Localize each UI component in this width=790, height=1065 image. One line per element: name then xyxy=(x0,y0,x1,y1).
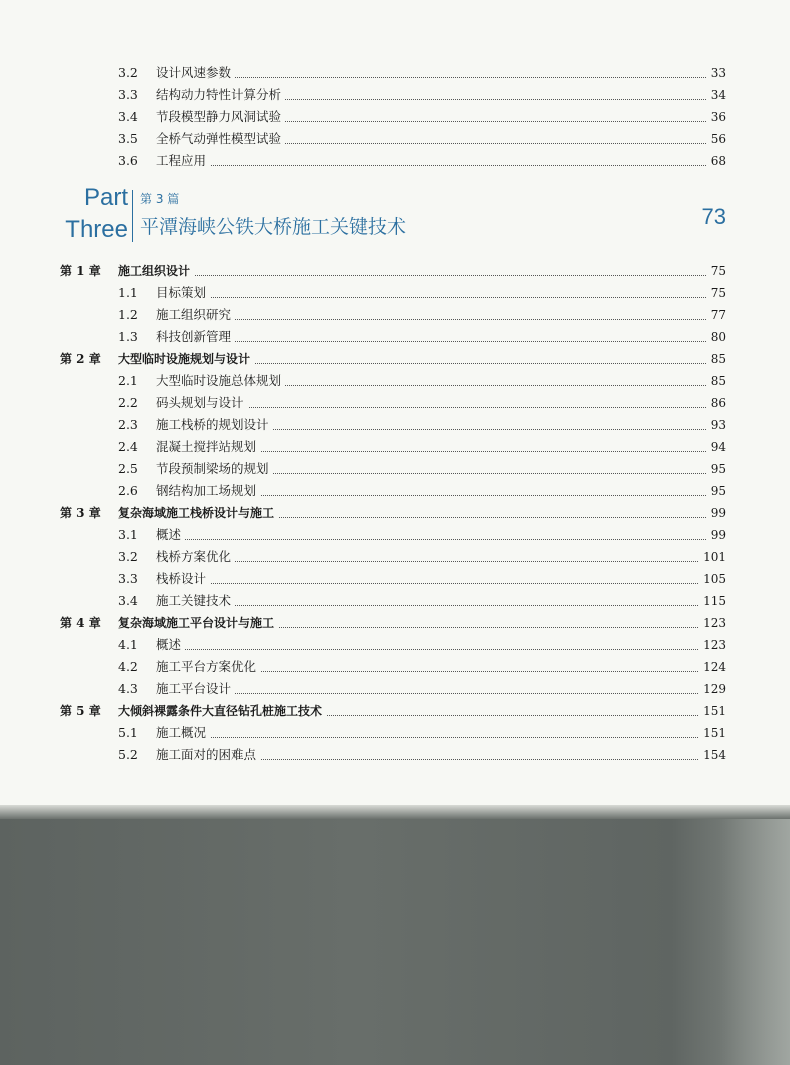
section-number: 3.4 xyxy=(118,109,138,124)
page-number: 101 xyxy=(699,546,726,568)
section-title: 施工平台方案优化 xyxy=(156,659,257,674)
chapter-title: 大型临时设施规划与设计 xyxy=(118,352,254,366)
page-number: 85 xyxy=(707,348,726,370)
chapter-number: 第 5 章 xyxy=(60,704,101,718)
section-title: 施工面对的困难点 xyxy=(156,747,257,762)
section-number: 2.6 xyxy=(118,483,138,498)
section-entry[interactable] xyxy=(118,414,726,436)
section-title: 施工平台设计 xyxy=(156,681,232,696)
dot-leader xyxy=(118,649,726,650)
section-title: 栈桥设计 xyxy=(156,571,207,586)
section-number: 3.4 xyxy=(118,593,138,608)
part-title: 平潭海峡公铁大桥施工关键技术 xyxy=(140,216,407,238)
section-title: 栈桥方案优化 xyxy=(156,549,232,564)
section-number: 2.4 xyxy=(118,439,138,454)
section-title: 施工栈桥的规划设计 xyxy=(156,417,269,432)
section-number: 3.2 xyxy=(118,549,138,564)
section-entry[interactable] xyxy=(118,62,726,84)
section-entry[interactable] xyxy=(118,326,726,348)
section-entry[interactable] xyxy=(118,656,726,678)
page-number: 94 xyxy=(707,436,726,458)
section-number: 4.3 xyxy=(118,681,138,696)
section-number: 2.1 xyxy=(118,373,138,388)
chapter-entry[interactable] xyxy=(118,502,726,524)
dot-leader xyxy=(118,275,726,276)
part-word-1: Part xyxy=(83,184,128,211)
section-entry[interactable] xyxy=(118,634,726,656)
section-entry[interactable] xyxy=(118,722,726,744)
chapter-number: 第 3 章 xyxy=(60,506,101,520)
section-entry[interactable] xyxy=(118,304,726,326)
section-number: 5.2 xyxy=(118,747,138,762)
section-number: 4.1 xyxy=(118,637,138,652)
book-cover-background xyxy=(0,805,790,1065)
chapter-entry[interactable] xyxy=(118,612,726,634)
section-title: 科技创新管理 xyxy=(156,329,232,344)
page-number: 85 xyxy=(707,370,726,392)
section-title: 施工组织研究 xyxy=(156,307,232,322)
section-entry[interactable] xyxy=(118,392,726,414)
section-number: 2.5 xyxy=(118,461,138,476)
section-number: 3.3 xyxy=(118,571,138,586)
dot-leader xyxy=(118,539,726,540)
page-number: 115 xyxy=(699,590,726,612)
page-number: 75 xyxy=(707,282,726,304)
page-number: 68 xyxy=(707,150,726,172)
page-number: 77 xyxy=(707,304,726,326)
section-title: 施工关键技术 xyxy=(156,593,232,608)
part-divider xyxy=(132,190,133,242)
section-number: 4.2 xyxy=(118,659,138,674)
chapter-title: 施工组织设计 xyxy=(118,264,194,278)
section-entry[interactable] xyxy=(118,370,726,392)
section-title: 概述 xyxy=(156,527,182,542)
chapter-title: 复杂海域施工平台设计与施工 xyxy=(118,616,278,630)
page-number: 123 xyxy=(699,634,726,656)
section-number: 1.2 xyxy=(118,307,138,322)
section-entry[interactable] xyxy=(118,744,726,766)
page-number: 124 xyxy=(699,656,726,678)
page-number: 151 xyxy=(699,722,726,744)
page-number: 154 xyxy=(699,744,726,766)
section-title: 钢结构加工场规划 xyxy=(156,483,257,498)
section-number: 3.3 xyxy=(118,87,138,102)
page-number: 56 xyxy=(707,128,726,150)
section-title: 工程应用 xyxy=(156,153,207,168)
section-title: 施工概况 xyxy=(156,725,207,740)
section-number: 2.2 xyxy=(118,395,138,410)
section-title: 大型临时设施总体规划 xyxy=(156,373,282,388)
section-title: 设计风速参数 xyxy=(156,65,232,80)
section-title: 目标策划 xyxy=(156,285,207,300)
part-page-number: 73 xyxy=(701,204,726,229)
section-number: 3.2 xyxy=(118,65,138,80)
section-entry[interactable] xyxy=(118,480,726,502)
page-number: 99 xyxy=(707,502,726,524)
page-number: 80 xyxy=(707,326,726,348)
part-word-2: Three xyxy=(65,216,128,243)
page-number: 86 xyxy=(707,392,726,414)
section-title: 码头规划与设计 xyxy=(156,395,244,410)
section-entry[interactable] xyxy=(118,106,726,128)
section-entry[interactable] xyxy=(118,436,726,458)
part-label: 第 3 篇 xyxy=(140,192,180,206)
section-title: 节段预制梁场的规划 xyxy=(156,461,269,476)
cover-edge-highlight xyxy=(720,819,790,1065)
section-entry[interactable] xyxy=(118,128,726,150)
page-number: 105 xyxy=(699,568,726,590)
section-entry[interactable] xyxy=(118,150,726,172)
page-number: 95 xyxy=(707,480,726,502)
page-number: 123 xyxy=(699,612,726,634)
page-number: 75 xyxy=(707,260,726,282)
section-entry[interactable] xyxy=(118,282,726,304)
section-entry[interactable] xyxy=(118,590,726,612)
chapter-title: 复杂海域施工栈桥设计与施工 xyxy=(118,506,278,520)
page-number: 34 xyxy=(707,84,726,106)
page-number: 33 xyxy=(707,62,726,84)
chapter-number: 第 1 章 xyxy=(60,264,101,278)
chapter-entry[interactable] xyxy=(118,260,726,282)
section-entry[interactable] xyxy=(118,458,726,480)
chapter-entry[interactable] xyxy=(118,348,726,370)
section-number: 1.1 xyxy=(118,285,138,300)
page-number: 36 xyxy=(707,106,726,128)
page-number: 93 xyxy=(707,414,726,436)
section-number: 3.1 xyxy=(118,527,138,542)
section-title: 节段模型静力风洞试验 xyxy=(156,109,282,124)
section-number: 3.5 xyxy=(118,131,138,146)
section-entry[interactable] xyxy=(118,678,726,700)
section-entry[interactable] xyxy=(118,524,726,546)
chapter-title: 大倾斜裸露条件大直径钻孔桩施工技术 xyxy=(118,704,326,718)
chapter-entry[interactable] xyxy=(118,700,726,722)
section-number: 3.6 xyxy=(118,153,138,168)
section-number: 2.3 xyxy=(118,417,138,432)
page-number: 129 xyxy=(699,678,726,700)
section-entry[interactable] xyxy=(118,546,726,568)
page-number: 95 xyxy=(707,458,726,480)
page-number: 151 xyxy=(699,700,726,722)
section-title: 结构动力特性计算分析 xyxy=(156,87,282,102)
section-title: 全桥气动弹性模型试验 xyxy=(156,131,282,146)
section-entry[interactable] xyxy=(118,84,726,106)
page-number: 99 xyxy=(707,524,726,546)
section-title: 概述 xyxy=(156,637,182,652)
section-number: 5.1 xyxy=(118,725,138,740)
chapter-number: 第 2 章 xyxy=(60,352,101,366)
section-entry[interactable] xyxy=(118,568,726,590)
chapter-number: 第 4 章 xyxy=(60,616,101,630)
section-number: 1.3 xyxy=(118,329,138,344)
section-title: 混凝土搅拌站规划 xyxy=(156,439,257,454)
